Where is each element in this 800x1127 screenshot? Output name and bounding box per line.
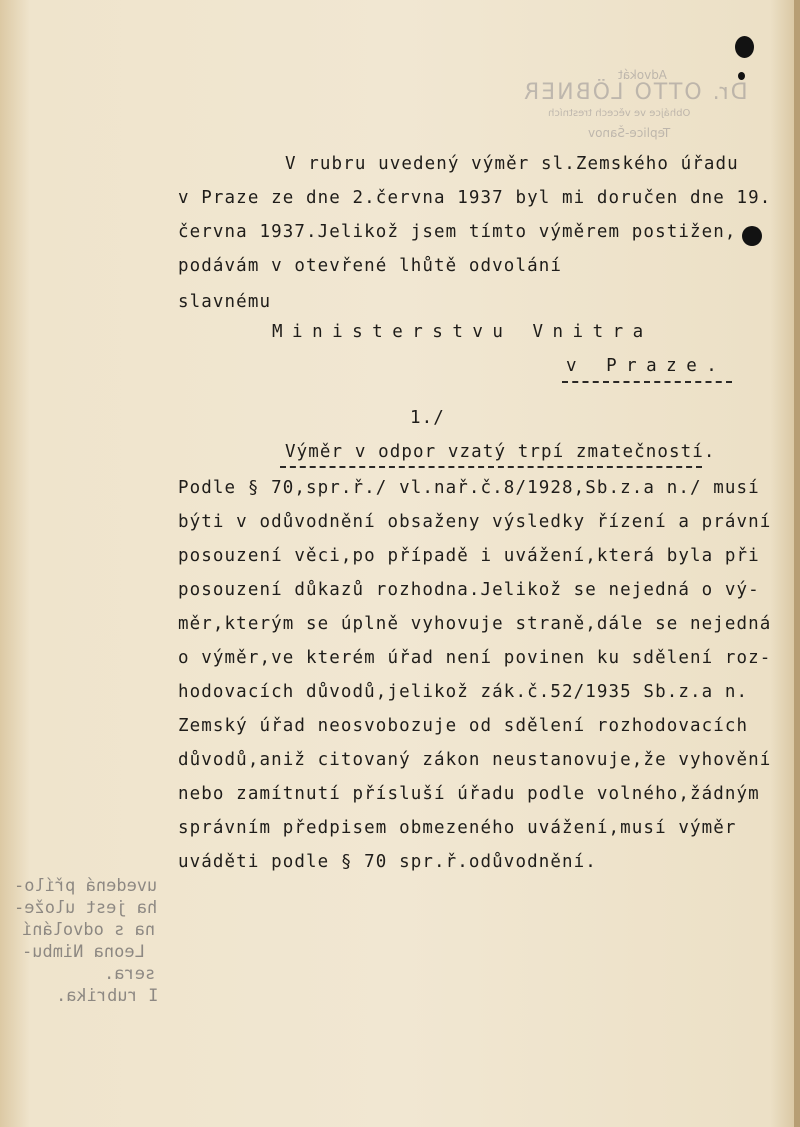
body-line: o výměr,ve kterém úřad není povinen ku sdělení roz- (178, 648, 772, 668)
margin-note-line: Leona Nimbu- (22, 942, 145, 962)
body-line: V rubru uvedený výměr sl.Zemského úřadu (285, 154, 739, 174)
body-line: hodovacích důvodů,jelikož zák.č.52/1935 Sb.z.a n. (178, 682, 749, 702)
addressee-city: v Praze. (566, 356, 727, 376)
margin-note-line: ha jest ulože- (14, 898, 158, 918)
letterhead-line2: Teplice-Šanov (588, 126, 671, 140)
margin-note-line: I rubrika. (56, 986, 159, 1006)
margin-note-line: na s odvolání (22, 920, 156, 940)
section-heading-underline (280, 466, 702, 468)
margin-note-line: uvedená přílo- (14, 876, 158, 896)
punch-hole-small (738, 72, 745, 80)
addressee-ministry: Ministerstvu Vnitra (272, 322, 653, 342)
body-line: posouzení věci,po případě i uvážení,která byla při (178, 546, 760, 566)
paper-edge (794, 0, 800, 1127)
punch-hole-top (735, 36, 754, 58)
body-line: býti v odůvodnění obsaženy výsledky řízení a právní (178, 512, 772, 532)
letterhead-name: Dr. OTTO LÖBNER (522, 80, 748, 105)
letterhead-line1: Obhájce ve věcech trestních (548, 108, 691, 119)
body-line: nebo zamítnutí přísluší úřadu podle volného,žádným (178, 784, 760, 804)
ink-blot (742, 226, 762, 246)
body-line: Podle § 70,spr.ř./ vl.nař.č.8/1928,Sb.z.a n./ musí (178, 478, 760, 498)
body-line: správním předpisem obmezeného uvážení,musí výměr (178, 818, 737, 838)
body-line: slavnému (178, 292, 272, 312)
letterhead-title: Advokát (618, 68, 667, 82)
body-line: Zemský úřad neosvobozuje od sdělení rozhodovacích (178, 716, 749, 736)
margin-note-line: sera. (104, 964, 156, 984)
body-line: posouzení důkazů rozhodna.Jelikož se nejedná o vý- (178, 580, 760, 600)
section-heading: Výměr v odpor vzatý trpí zmatečností. (285, 442, 716, 462)
body-line: v Praze ze dne 2.června 1937 byl mi doručen dne 19. (178, 188, 772, 208)
body-line: důvodů,aniž citovaný zákon neustanovuje,že vyhovění (178, 750, 772, 770)
body-line: uváděti podle § 70 spr.ř.odůvodnění. (178, 852, 597, 872)
body-line: měr,kterým se úplně vyhovuje straně,dále se nejedná (178, 614, 772, 634)
body-line: podávám v otevřené lhůtě odvolání (178, 256, 562, 276)
section-number: 1./ (410, 408, 445, 428)
body-line: června 1937.Jelikož jsem tímto výměrem postižen, (178, 222, 737, 242)
addressee-underline (562, 381, 732, 383)
